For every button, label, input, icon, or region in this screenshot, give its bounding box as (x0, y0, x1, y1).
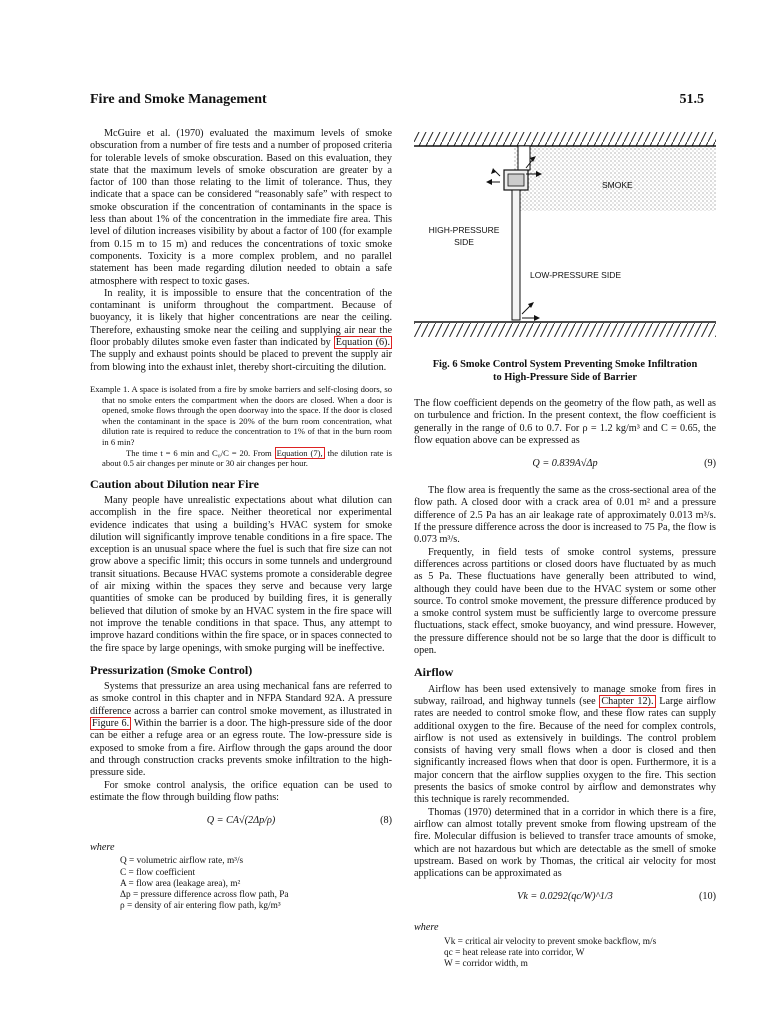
definition: W = corridor width, m (444, 959, 528, 970)
definition: Vk = critical air velocity to prevent smoke backflow, m/s (444, 936, 657, 947)
equation-9 (414, 455, 716, 477)
example-1 (90, 384, 392, 469)
definition: ρ = density of air entering flow path, kg/m³ (120, 901, 281, 912)
paragraph: For smoke control analysis, the orifice equation can be used to estimate the flow through building flow paths: (90, 779, 392, 803)
page-header (90, 92, 704, 112)
label-low-pressure: LOW-PRESSURE SIDE (530, 270, 622, 280)
running-title: Fire and Smoke Management (90, 92, 267, 107)
arrow-icon (486, 179, 492, 185)
definitions-eq10 (444, 937, 716, 971)
equation-6-link[interactable]: Equation (6). (335, 337, 390, 349)
paragraph: Many people have unrealistic expectations about what dilution can accomplish in the fire space. Neither theoretical nor experimental evidence indicates that using a building’s HVAC system for smoke dilution will significantly improve tenable conditions in a fire space. The exception is an unusual space where the fuel is such that fire size can not grow above a specific limit; this occurs in some tunnels and underground transit situations. Because HVAC systems promote a considerable degree of air mixing within the spaces they serve and because very large quantities of smoke can be produced by building fires, it is generally believed that dilution of smoke by an HVAC system in the fire space will not improve the tenable conditions in that space. Thus, any attempt to improve hazard conditions within the fire space, or in spaces connected to the fire space by large openings, with smoke purging will be ineffective. (90, 494, 392, 654)
paragraph: The flow area is frequently the same as the cross-sectional area of the flow path. A closed door with a crack area of 0.01 m² and a pressure difference of 2.5 Pa has an air leakage rate of approximately 0.013 m³/s. If the pressure difference across the door is increased to 75 Pa, the flow is 0.073 m³/s. (414, 485, 716, 546)
definition: A = flow area (leakage area), m² (120, 878, 241, 889)
right-column (414, 128, 716, 970)
equation-10 (414, 888, 716, 914)
left-column (90, 128, 392, 912)
equation-9-number: (9) (704, 458, 716, 470)
where-label: where (414, 922, 439, 934)
paragraph: Airflow has been used extensively to manage smoke from fires in subway, railroad, and highway tunnels (see Chapter 12). Large airflow rates are needed to control smoke flow, and these flow rates can supply additional oxygen to the fire. Because of the need for complex controls, airflow is not used as extensively in buildings. The control problem consists of having very small flows when a door is closed and then significantly increased flows when that door is open. Furthermore, it is a major concern that the airflow supplies oxygen to the fire. This section presents the basics of smoke control by airflow and demonstrates why this technique is rarely recommended. (414, 683, 716, 806)
section-heading-airflow: Airflow (414, 665, 454, 680)
floor-hatch (414, 323, 716, 337)
equation-8 (90, 812, 392, 834)
definitions-eq8 (120, 856, 392, 912)
example-answer: The time t = 6 min and C₀/C = 20. From Equation (7), the dilution rate is about 0.5 air changes per minute or 30 air changes per hour. (102, 447, 392, 469)
paragraph: McGuire et al. (1970) evaluated the maximum levels of smoke obscuration from a number of fire tests and a number of proposed criteria for tolerable levels of smoke obscuration. Based on this evaluation, they state that the maximum levels of smoke obscuration are greater by a factor of 100 than those relating to the limit of tolerance. Thus, they indicate that a space can be considered “reasonably safe” with respect to smoke obscuration if the concentration of contaminants in the space is less than about 1% of the concentration in the immediate fire area. This level of dilution increases visibility by about a factor of 100 (for example from 0.15 m to 15 m) and reduces the concentrations of toxic smoke components. Toxicity is a more complex problem, and no parallel statement has been made regarding dilution needed to obtain a safe atmosphere with respect to toxic gases. (90, 128, 392, 287)
ceiling-hatch (414, 132, 716, 146)
chapter-12-link[interactable]: Chapter 12). (601, 695, 654, 707)
arrow-icon (534, 315, 540, 321)
figure-6-link[interactable]: Figure 6. (92, 718, 130, 730)
section-heading-caution: Caution about Dilution near Fire (90, 476, 259, 491)
label-high-pressure: HIGH-PRESSURE SIDE (428, 225, 500, 248)
paragraph: The flow coefficient depends on the geometry of the flow path, as well as on turbulence and friction. In the present context, the flow coefficient is generally in the range of 0.6 to 0.7. For ρ = 1.2 kg/m³ and C = 0.65, the flow equation above can be expressed as (414, 398, 716, 446)
equation-8-formula: Q = CA√(2Δp/ρ) (206, 815, 276, 827)
paragraph: Frequently, in field tests of smoke control systems, pressure differences across partitions or closed doors have fluctuated by as much as 5 Pa. These fluctuations have generally been attributed to wind, although they could have been due to the HVAC system or some other source. To control smoke movement, the pressure difference produced by a smoke control system must be sufficiently large to overcome pressure fluctuations, stack effect, smoke buoyancy, and wind pressure. However, the pressure difference should not be so large that the door is difficult to open. (414, 546, 716, 657)
section-heading-pressurization: Pressurization (Smoke Control) (90, 662, 253, 677)
paragraph: Systems that pressurize an area using mechanical fans are referred to as smoke control in this chapter and in NFPA Standard 92A. A pressure difference across a barrier can control smoke movement, as illustrated in Figure 6. Within the barrier is a door. The high-pressure side of the door can be either a refuge area or an egress route. The low-pressure side is exposed to smoke from a fire. Airflow through the gaps around the door and through construction cracks prevents smoke infiltration to the high-pressure side. (90, 681, 392, 779)
definition: qc = heat release rate into corridor, W (444, 947, 585, 958)
where-label: where (90, 842, 115, 854)
definition: Δp = pressure difference across flow path, Pa (120, 890, 289, 901)
equation-8-number: (8) (380, 815, 392, 827)
equation-10-formula: Vk = 0.0292(qc/W)^1/3 (517, 891, 613, 903)
definition: C = flow coefficient (120, 867, 196, 878)
figure-6 (414, 128, 716, 350)
equation-7-link[interactable]: Equation (7), (276, 447, 323, 458)
figure-caption: Fig. 6 Smoke Control System Preventing Smoke Infiltration to High-Pressure Side of Barrier (432, 359, 698, 383)
example-question: Example 1. A space is isolated from a fire by smoke barriers and self-closing doors, so that no smoke enters the compartment when the doors are closed. When a door is opened, smoke flows through the open doorway into the space. If the door is closed when the contaminant in the space is 20% of the burn room concentration, what dilution rate is required to reduce the concentration to 1% of that in the burn room in 6 min? (90, 383, 392, 447)
barrier-wall-top (518, 146, 530, 170)
arrow-icon (491, 168, 496, 174)
equation-9-formula: Q = 0.839A√Δp (532, 458, 598, 470)
equation-10-number: (10) (699, 891, 716, 903)
door (512, 190, 520, 320)
page-number: 51.5 (679, 92, 704, 107)
definition: Q = volumetric airflow rate, m³/s (120, 856, 244, 867)
label-smoke: SMOKE (602, 180, 633, 190)
paragraph: In reality, it is impossible to ensure that the concentration of the contaminant is uniform throughout the compartment. Because of buoyancy, it is likely that higher concentrations are near the ceiling. Therefore, exhausting smoke near the ceiling and supplying air near the floor probably dilutes smoke even faster than indicated by Equation (6). The supply and exhaust points should be placed to prevent the supply air from blowing into the exhaust inlet, thereby short-circuiting the dilution. (90, 287, 392, 373)
paragraph: Thomas (1970) determined that in a corridor in which there is a fire, airflow can almost totally prevent smoke from flowing upstream of the fire. Molecular diffusion is believed to transfer trace amounts of smoke, which are not hazardous but which are detectable as the smell of smoke upstream. Based on work by Thomas, the critical air velocity for most applications can be approximated as (414, 806, 716, 880)
